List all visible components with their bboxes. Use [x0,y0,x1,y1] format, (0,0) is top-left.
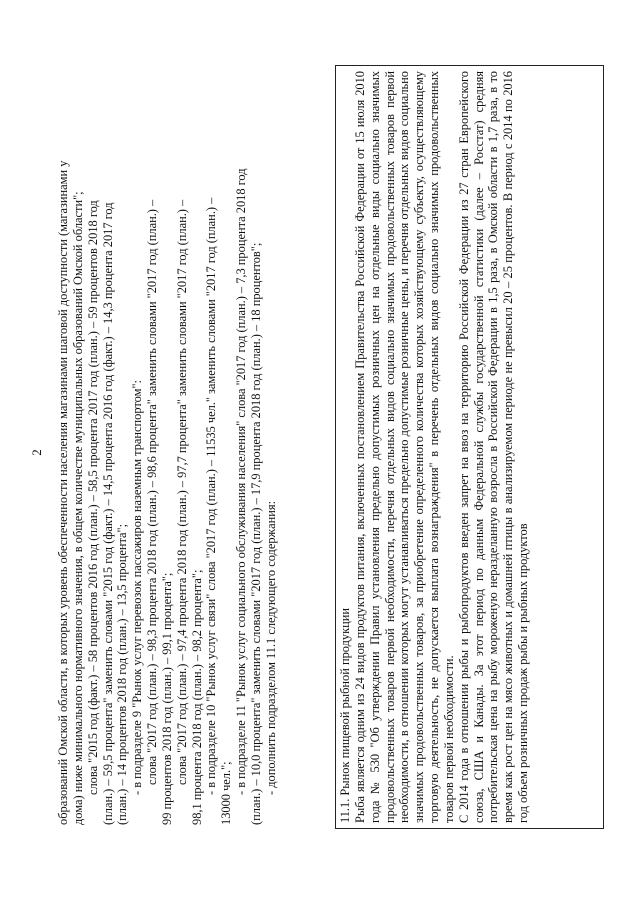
text-line: слова "2015 год (факт.) – 58 процентов 2016 год (план.) – 58,5 процента 2017 год (план.) – 59 процентов 2018 год [85,200,100,795]
text-line: (план.) – 59,5 процента" заменить словами "2015 год (факт.) – 14,5 процента 2016 год (факт.) – 14,3 процента 2017 год [100,202,115,825]
text-line: образований Омской области, в которых уровень обеспеченности населения магазинами шаговой доступности (магазинами у [56,160,70,825]
text-line: - в подразделе 9 "Рынок услуг перевозок пассажиров наземным транспортом": [130,380,145,795]
page-number: 2 [29,449,44,456]
text-line: - дополнить подразделом 11.1 следующего содержания: [263,500,278,795]
text-line: (план.) – 14 процентов 2018 год (план.) – 13,5 процента"; [115,523,130,825]
text-line: - в подразделе 11 "Рынок услуг социального обслуживания населения" слова "2017 год (план.) – 7,3 процента 2018 год [234,168,249,795]
box-paragraph: С 2014 года в отношении рыбы и рыбопродуктов введен запрет на ввоз на территорию Российской Федерации из 27 стран Европейского союза, США и Канады. За этот период по данным Федеральной службы государственной статистики (далее – Росстат) средняя потребительская цена на рыбу мороженую неразделанную возросла в Российской Федерации в 1,5 раза, в Омской области в 1,7 раза, в то время как рост цен на мясо животных и домашней птицы в анализируемом периоде не превысил 20 – 25 процентов. В период с 2014 по 2016 год объем розничных продаж рыбы и рыбных продуктов [456,71,531,823]
text-line: 98,1 процента 2018 год (план.) – 98,2 процента"; [189,569,204,825]
subsection-heading: 11.1. Рынок пищевой рыбной продукции [338,607,352,823]
text-line: 99 процентов 2018 год (план.) – 99,1 процента"; [159,572,174,825]
text-line: слова "2017 год (план.) – 98,3 процента 2018 год (план.) – 98,6 процента" заменить словами "2017 год (план.) – [145,199,160,785]
text-line: (план.) – 10,0 процента" заменить словами "2017 год (план.) – 17,9 процента 2018 год (план.) – 18 процентов"; [248,242,263,825]
text-line: 13000 чел."; [219,761,234,825]
subsection-box [335,65,604,829]
amendments-text [56,67,279,825]
box-paragraph: Рыба является одним из 24 видов продуктов питания, включенных постановлением Правительства Российской Федерации от 15 июля 2010 года № 530 "Об утверждении Правил установления предельно допустимых розничных цен на отдельные виды социально значимых продовольственных товаров первой необходимости, перечня отдельных видов социально значимых продовольственных товаров первой необходимости, в отношении которых могут устанавливаться предельно допустимые розничные цены, и перечня отдельных видов социально значимых продовольственных товаров, за приобретение определенного количества которых хозяйствующему субъекту, осуществляющему торговую деятельность, не допускается выплата вознаграждения" в перечень отдельных видов социально значимых продовольственных товаров первой необходимости. [352,71,456,823]
text-line: слова "2017 год (план.) – 97,4 процента 2018 год (план.) – 97,7 процента" заменить словами "2017 год (план.) – [174,199,189,785]
text-line: дома) ниже минимального нормативного значения, в общем количестве муниципальных образований Омской области"; [70,191,85,825]
text-line: - в подразделе 10 "Рынок услуг связи" слова "2017 год (план.) – 11535 чел." заменить словами "2017 год (план.) – [204,197,219,795]
